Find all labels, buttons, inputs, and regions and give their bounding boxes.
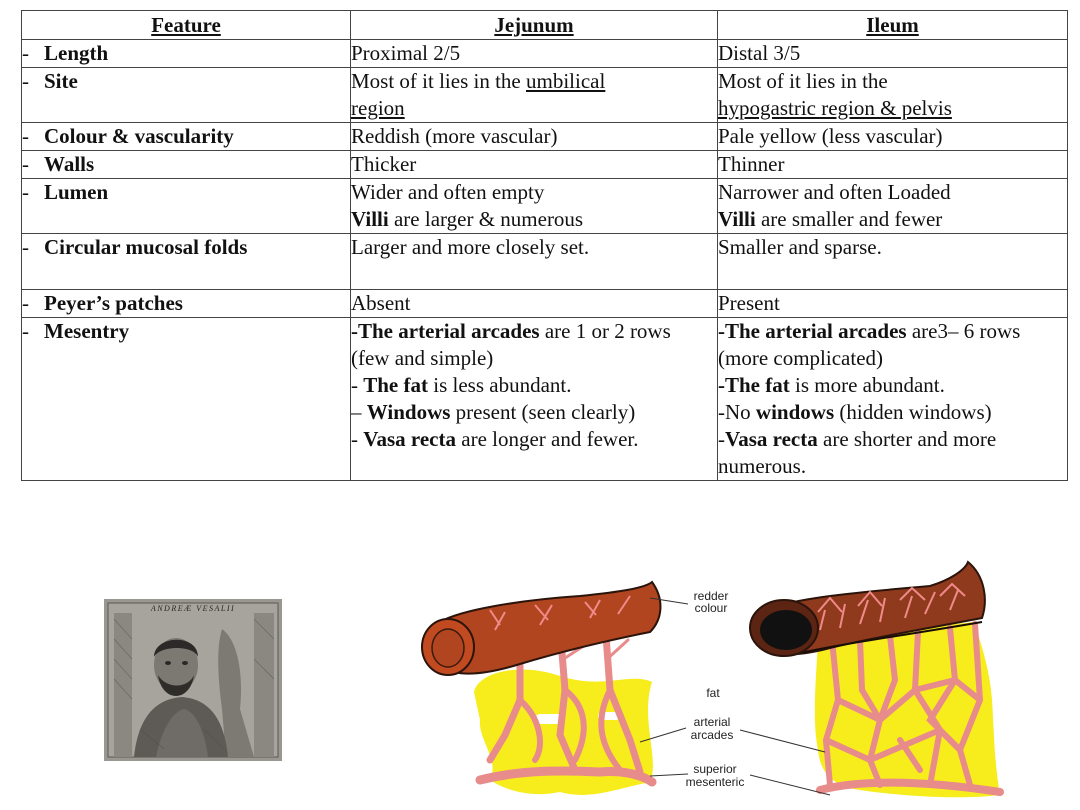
jejunum-arcade-vessels [490,596,630,630]
ileum-cell: Thinner [718,151,1068,179]
jejunum-cell: Wider and often empty Villi are larger & numerous [351,179,718,234]
ileum-fat [815,622,1000,797]
feature-label: Length [44,41,109,65]
leader-lines [640,598,830,795]
header-feature: Feature [22,11,351,40]
ileum-opening [750,600,818,656]
label-redder-colour-2: colour [694,601,728,615]
jejunum-cell: Thicker [351,151,718,179]
jejunum-tube [440,582,660,674]
ileum-cell: -The arterial arcades are3– 6 rows (more complicated) -The fat is more abundant. -No windows (hidden windows) -Vasa recta are shorter and more numerous. [718,318,1068,481]
label-superior-mesenteric-2: mesenteric [685,775,745,789]
feature-label: Walls [44,152,95,176]
ileum-cell: Present [718,290,1068,318]
table-row: - Circular mucosal folds Larger and more closely set. Smaller and sparse. [22,234,1068,290]
table-row: - Length Proximal 2/5 Distal 3/5 [22,40,1068,68]
feature-label: Peyer’s patches [44,291,183,315]
jejunum-fat [474,669,653,794]
label-arterial-arcades-2: arcades [690,728,734,742]
ileum-tube [760,562,985,654]
jejunum-lumen [432,629,464,667]
feature-label: Colour & vascularity [44,124,234,148]
table-row: - Peyer’s patches Absent Present [22,290,1068,318]
label-redder-colour: redder [693,589,729,603]
ileum-cell: Narrower and often Loaded Villi are smaller and fewer [718,179,1068,234]
ileum-lumen [760,610,812,650]
header-jejunum: Jejunum [351,11,718,40]
jejunum-vessels [480,606,652,782]
feature-label: Circular mucosal folds [44,235,248,259]
feature-label: Lumen [44,180,109,204]
label-arterial-arcades: arterial [693,715,731,729]
table-row: - Colour & vascularity Reddish (more vascular) Pale yellow (less vascular) [22,123,1068,151]
vesalius-portrait [104,599,282,761]
jejunum-cell: Reddish (more vascular) [351,123,718,151]
label-superior-mesenteric: superior [693,762,737,776]
portrait-caption: ANDREÆ VESALII [150,604,236,613]
ileum-arcade-vessels [818,584,965,630]
table-row: - Walls Thicker Thinner [22,151,1068,179]
header-ileum: Ileum [718,11,1068,40]
ileum-underside [796,622,982,654]
fat-window [598,712,620,720]
ileum-cell: Pale yellow (less vascular) [718,123,1068,151]
jejunum-cell: Proximal 2/5 [351,40,718,68]
jejunum-opening [422,619,474,675]
feature-label: Mesentry [44,319,130,343]
jejunum-cell: -The arterial arcades are 1 or 2 rows (few and simple) - The fat is less abundant. – Windows present (seen clearly) - Vasa recta are longer and fewer. [351,318,718,481]
fat-window [535,714,563,724]
label-fat: fat [706,686,720,700]
ileum-cell: Distal 3/5 [718,40,1068,68]
jejunum-cell: Most of it lies in the umbilical region [351,68,718,123]
ileum-cell: Most of it lies in the hypogastric region & pelvis [718,68,1068,123]
table-row: - Site Most of it lies in the umbilical region Most of it lies in the hypogastric region & pelvis [22,68,1068,123]
comparison-table [21,10,1068,481]
jejunum-cell: Absent [351,290,718,318]
table-row: - Lumen Wider and often empty Villi are larger & numerous Narrower and often Loaded Villi are smaller and fewer [22,179,1068,234]
table-row: - Mesentry -The arterial arcades are 1 or 2 rows (few and simple) - The fat is less abundant. – Windows present (seen clearly) - Vasa recta are longer and fewer. -The arterial arcades are3– 6 rows (more complicated) -The fat is more abundant. -No windows (hidden windows) -Vasa recta are shorter and more numerous. [22,318,1068,481]
jejunum-cell: Larger and more closely set. [351,234,718,290]
feature-label: Site [44,69,78,93]
ileum-vessels [820,624,1000,792]
ileum-cell: Smaller and sparse. [718,234,1068,290]
